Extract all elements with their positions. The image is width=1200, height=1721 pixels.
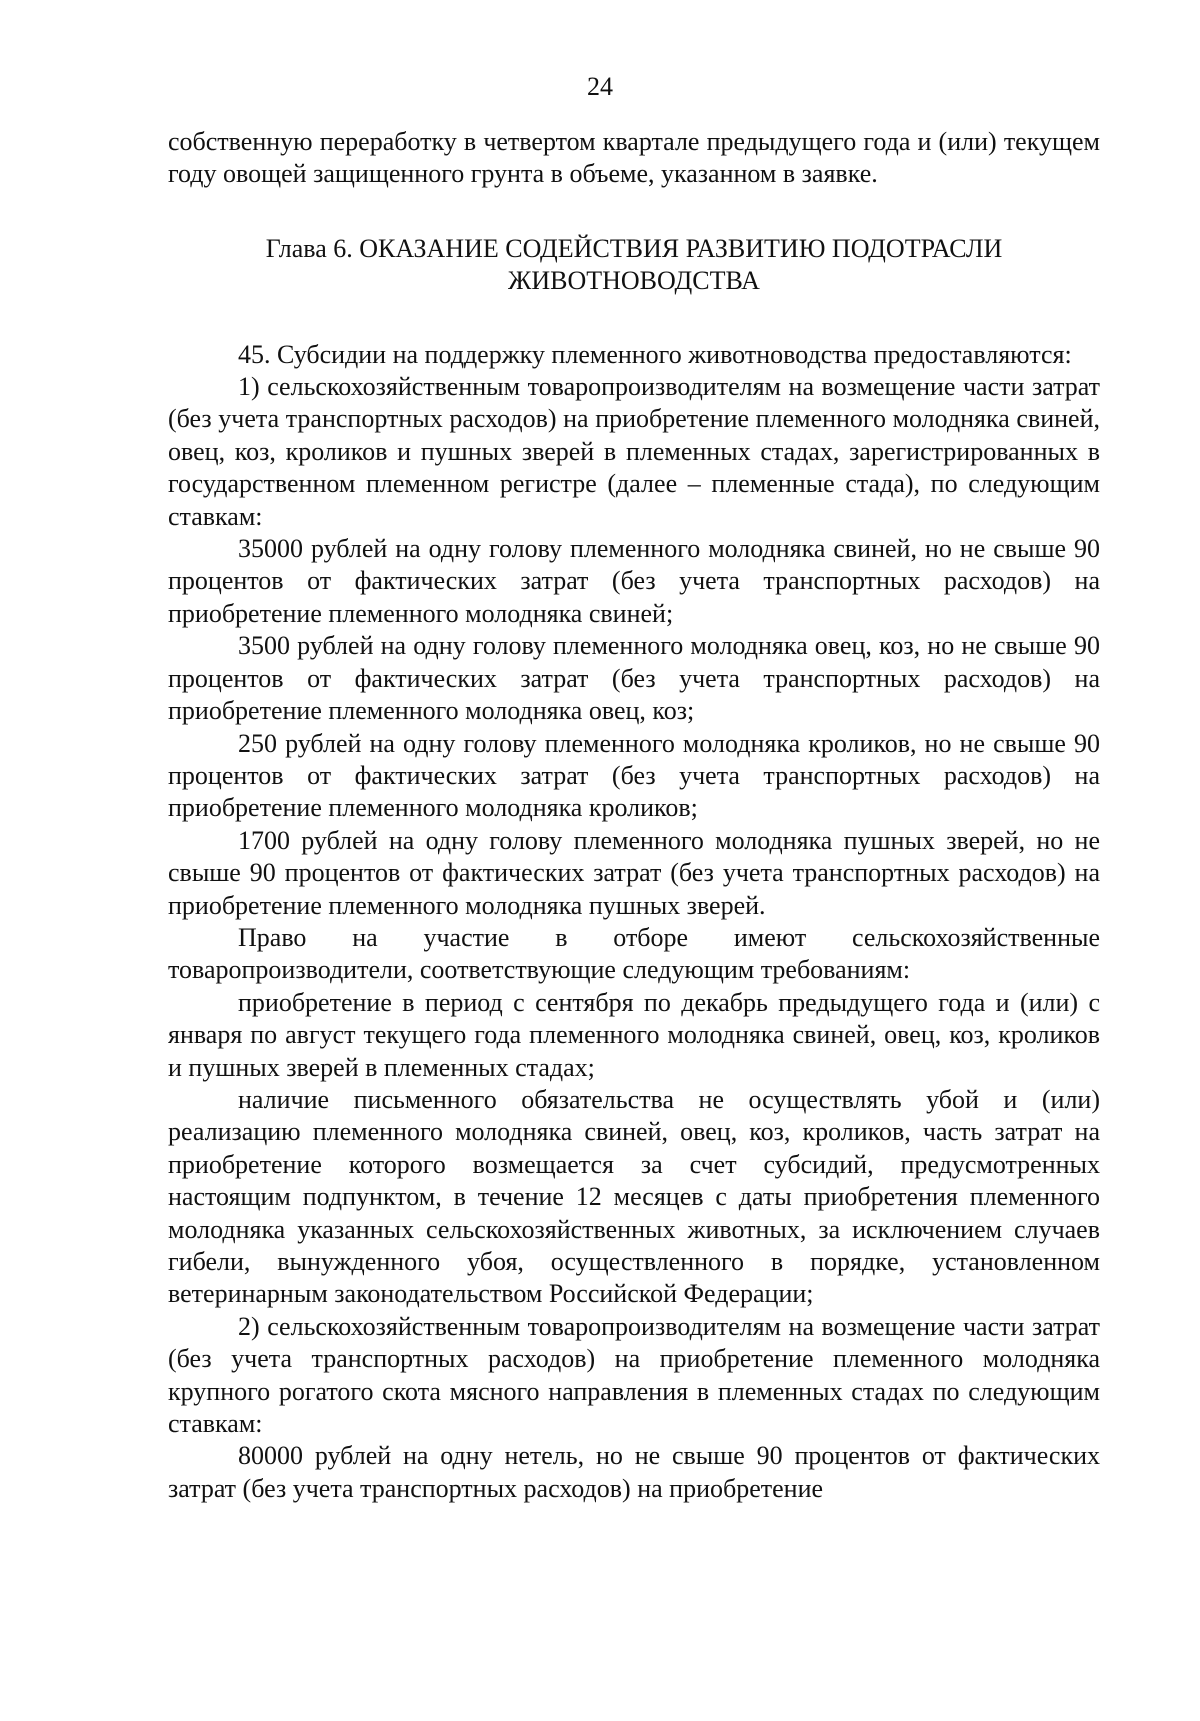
intro-continuation-paragraph: собственную переработку в четвертом квартале предыдущего года и (или) текущем году овощей защищенного грунта в объеме, указанном в заявке. [168, 127, 1100, 189]
rate-pigs: 35000 рублей на одну голову племенного молодняка свиней, но не свыше 90 процентов от фактических затрат (без учета транспортных расходов) на приобретение племенного молодняка свиней; [168, 534, 1100, 628]
subparagraph-1: 1) сельскохозяйственным товаропроизводителям на возмещение части затрат (без учета транспортных расходов) на приобретение племенного молодняка свиней, овец, коз, кроликов и пушных зверей в племенных стадах, зарегистрированных в государственном племенном регистре (далее – племенные стада), по следующим ставкам: [168, 372, 1100, 531]
document-body [168, 126, 1100, 1505]
chapter-title [168, 233, 1100, 298]
rate-rabbits: 250 рублей на одну голову племенного молодняка кроликов, но не свыше 90 процентов от фактических затрат (без учета транспортных расходов) на приобретение племенного молодняка кроликов; [168, 728, 1100, 823]
chapter-title-line-2: ЖИВОТНОВОДСТВА [508, 266, 760, 296]
rate-fur-animals: 1700 рублей на одну голову племенного молодняка пушных зверей, но не свыше 90 процентов от фактических затрат (без учета транспортных расходов) на приобретение племенного молодняка пушных зверей. [168, 825, 1100, 920]
chapter-title-line-1: Глава 6. ОКАЗАНИЕ СОДЕЙСТВИЯ РАЗВИТИЮ ПОДОТРАСЛИ [265, 233, 1003, 263]
eligibility-intro: Право на участие в отборе имеют сельскохозяйственные товаропроизводители, соответствующие следующим требованиям: [168, 922, 1100, 985]
rate-sheep-goats: 3500 рублей на одну голову племенного молодняка овец, коз, но не свыше 90 процентов от фактических затрат (без учета транспортных расходов) на приобретение племенного молодняка овец, коз; [168, 631, 1100, 726]
paragraph-45-heading: 45. Субсидии на поддержку племенного животноводства предоставляются: [238, 339, 1072, 369]
requirement-written-obligation: наличие письменного обязательства не осуществлять убой и (или) реализацию племенного молодняка свиней, овец, коз, кроликов, часть затрат на приобретение которого возмещается за счет субсидий, предусмотренных настоящим подпунктом, в течение 12 месяцев с даты приобретения племенного молодняка указанных сельскохозяйственных животных, за исключением случаев гибели, вынужденного убоя, осуществленного в порядке, установленном ветеринарным законодательством Российской Федерации; [168, 1084, 1100, 1309]
requirement-purchase-period: приобретение в период с сентября по декабрь предыдущего года и (или) с января по август текущего года племенного молодняка свиней, овец, коз, кроликов и пушных зверей в племенных стадах; [168, 987, 1100, 1082]
rate-heifer: 80000 рублей на одну нетель, но не свыше 90 процентов от фактических затрат (без учета транспортных расходов) на приобретение [168, 1441, 1100, 1503]
subparagraph-2: 2) сельскохозяйственным товаропроизводителям на возмещение части затрат (без учета транспортных расходов) на приобретение племенного молодняка крупного рогатого скота мясного направления в племенных стадах по следующим ставкам: [168, 1311, 1100, 1439]
page-number: 24 [587, 72, 613, 101]
